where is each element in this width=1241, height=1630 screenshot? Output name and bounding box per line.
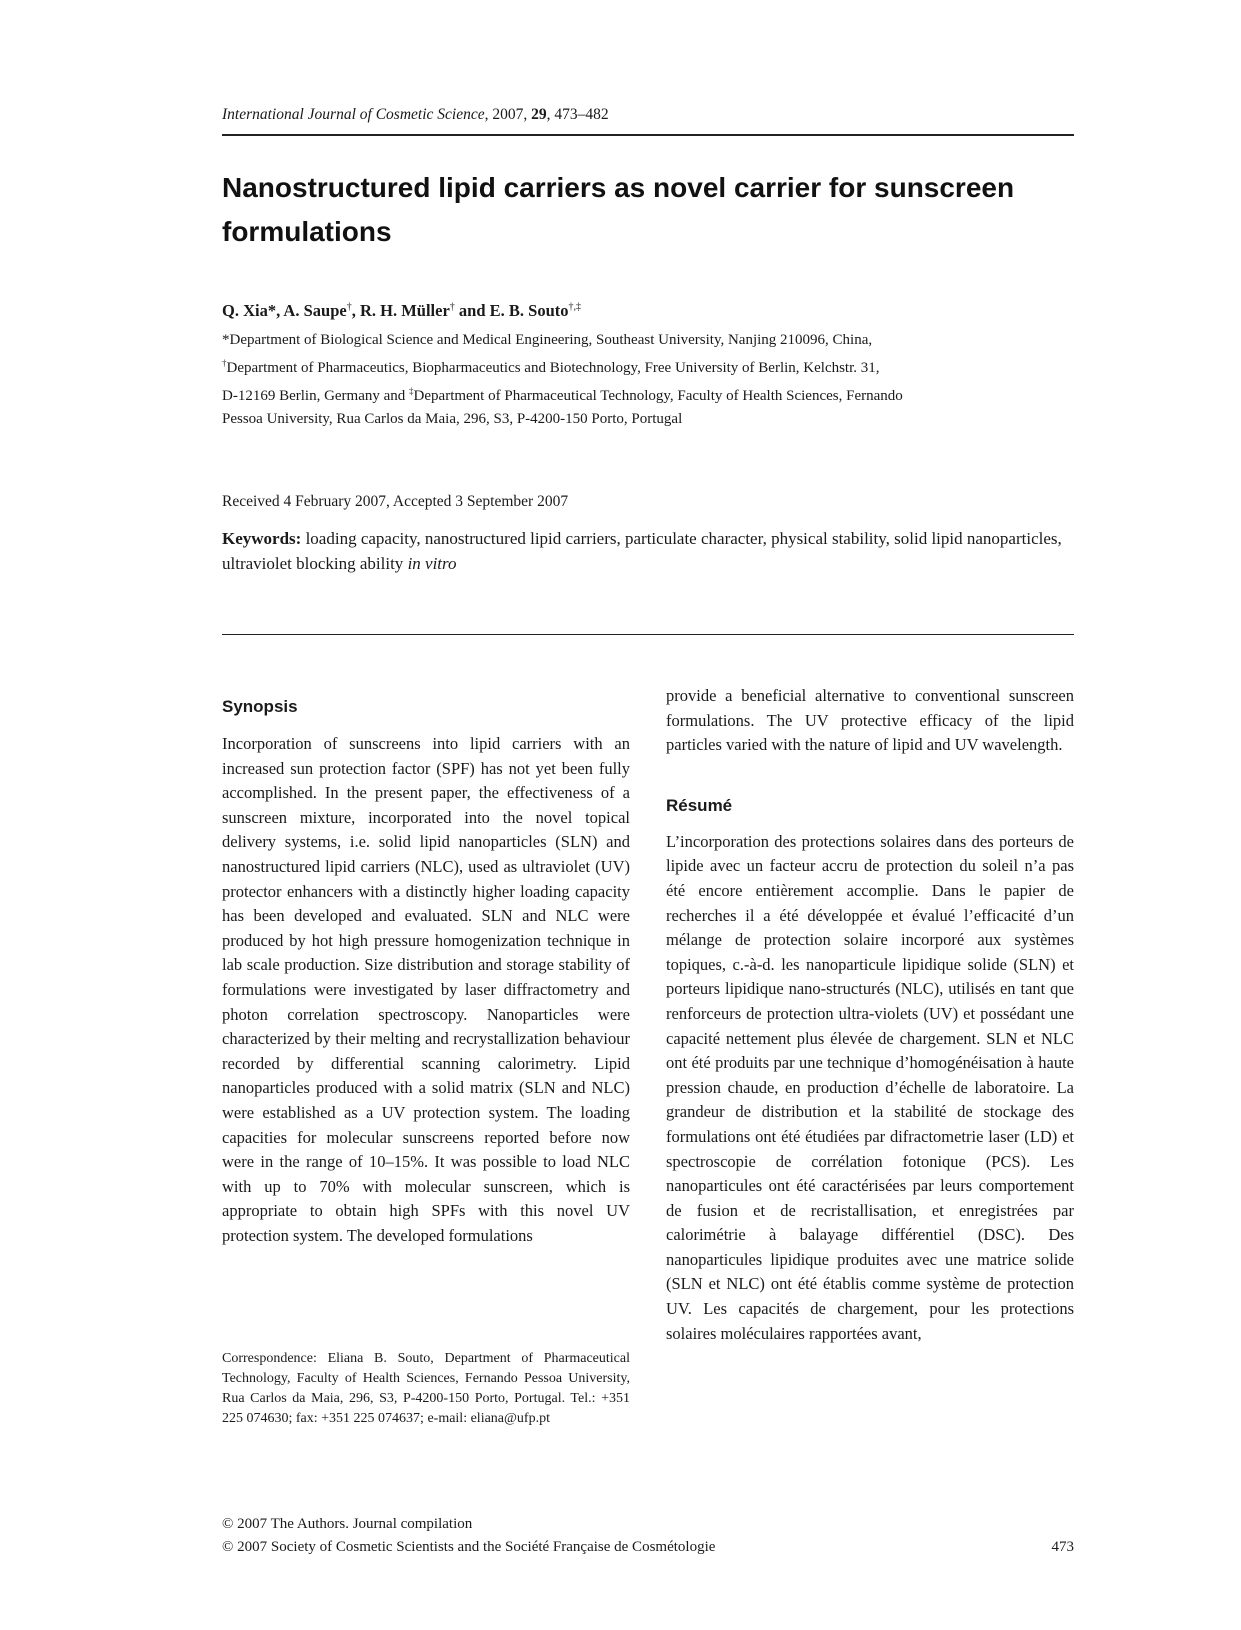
synopsis-body: Incorporation of sunscreens into lipid carriers with an increased sun protection factor (SPF) has not yet been fully accomplished. In the present paper, the effectiveness of a sunscreen mixture, incorporated into the novel topical delivery systems, i.e. solid lipid nanoparticles (SLN) and nanostructured lipid carriers (NLC), used as ultraviolet (UV) protector enhancers with a distinctly higher loading capacity has been developed and evaluated. SLN and NLC were produced by hot high pressure homogenization technique in lab scale production. Size distribution and storage stability of formulations were investigated by laser diffractometry and photon correlation spectroscopy. Nanoparticles were characterized by their melting and recrystallization behaviour recorded by differential scanning calorimetry. Lipid nanoparticles produced with a solid matrix (SLN and NLC) were established as a UV protection system. The loading capacities for molecular sunscreens reported before now were in the range of 10–15%. It was possible to load NLC with up to 70% with molecular sunscreen, which is appropriate to obtain high SPFs with this novel UV protection system. The developed formulations — [222, 734, 630, 1245]
author-3-mark: †,‡ — [568, 301, 581, 313]
keywords-text: loading capacity, nanostructured lipid carriers, particulate character, physical stability, solid lipid nanoparticles, ultraviolet blocking ability — [222, 529, 1062, 573]
resume-heading: Résumé — [666, 795, 733, 815]
synopsis-continued: provide a beneficial alternative to conventional sunscreen formulations. The UV protective efficacy of the lipid particles varied with the nature of lipid and UV wavelength. — [666, 686, 1074, 755]
page-number: 473 — [1051, 1539, 1074, 1555]
right-column — [666, 684, 1074, 1346]
affiliation-text-3a: D-12169 Berlin, Germany and — [222, 388, 410, 404]
header-rule — [222, 134, 1074, 136]
author-1: Q. Xia*, A. Saupe — [222, 301, 347, 320]
synopsis-heading: Synopsis — [222, 697, 298, 716]
left-column — [222, 695, 630, 1248]
affiliations — [222, 329, 1074, 431]
affiliation-line-3 — [222, 380, 1074, 408]
journal-name: International Journal of Cosmetic Science — [222, 106, 485, 123]
affiliation-text-3b: Department of Pharmaceutical Technology, Faculty of Health Sciences, Fernando — [413, 388, 903, 404]
affiliation-mark-3: ‡ — [409, 386, 414, 396]
copyright-line-2: © 2007 Society of Cosmetic Scientists and the Société Française de Cosmétologie — [222, 1539, 716, 1555]
resume-body: L’incorporation des protections solaires dans des porteurs de lipide avec un facteur accru de protection du soleil n’a pas été encore entièrement accomplie. Dans le papier de recherches il a été développée et évalué l’efficacité d’un mélange de protection solaire incorporé aux systèmes topiques, c.-à-d. les nanoparticule lipidique solide (SLN) et porteurs lipidique nano-structurés (NLC), utilisés en tant que renforceurs de protection ultra-violets (UV) et possédant une capacité nettement plus élevée de chargement. SLN et NLC ont été produits par une technique d’homogénéisation à haute pression chaude, en production d’échelle de laboratoire. La grandeur de distribution et la stabilité de stockage des formulations ont été étudiées par difractometrie laser (LD) et spectroscopie de corrélation fotonique (PCS). Les nanoparticules ont été caractérisées par leurs comportement de fusion et de recristallisation, et enregistrées par calorimétrie à balayage différentiel (DSC). Des nanoparticules lipidique produites avec une matrice solide (SLN et NLC) ont été établis comme système de protection UV. Les capacités de chargement, pour les protections solaires moléculaires rapportées avant, — [666, 831, 1074, 1343]
copyright-line-1: © 2007 The Authors. Journal compilation — [222, 1516, 473, 1532]
journal-volume: 29 — [531, 106, 547, 123]
keywords-label: Keywords: — [222, 529, 302, 548]
author-2: , R. H. Müller — [351, 301, 450, 320]
header-year: , 2007, — [484, 106, 532, 123]
affiliation-mark-2: † — [222, 358, 227, 368]
received-dates: Received 4 February 2007, Accepted 3 September 2007 — [222, 493, 569, 510]
paper-page — [222, 0, 1074, 1630]
section-rule — [222, 634, 1074, 635]
author-1-mark: † — [346, 301, 352, 313]
affiliation-line-2 — [222, 352, 1074, 380]
running-header — [222, 106, 609, 124]
journal-pages: , 473–482 — [546, 106, 609, 123]
affiliation-line-4: Pessoa University, Rua Carlos da Maia, 296, S3, P-4200-150 Porto, Portugal — [222, 411, 683, 427]
affiliation-line-1: *Department of Biological Science and Medical Engineering, Southeast University, Nanjing 210096, China, — [222, 332, 873, 348]
author-2-mark: † — [449, 301, 455, 313]
article-title: Nanostructured lipid carriers as novel carrier for sunscreen formulations — [222, 172, 1015, 247]
correspondence-note: Correspondence: Eliana B. Souto, Department of Pharmaceutical Technology, Faculty of Health Sciences, Fernando Pessoa University, Rua Carlos da Maia, 296, S3, P-4200-150 Porto, Portugal. Tel.: +351 225 074630; fax: +351 225 074637; e-mail: eliana@ufp.pt — [222, 1351, 630, 1426]
author-3: and E. B. Souto — [454, 301, 569, 320]
author-list — [222, 301, 581, 321]
affiliation-text-2: Department of Pharmaceutics, Biopharmaceutics and Biotechnology, Free University of Berlin, Kelchstr. 31, — [226, 360, 880, 376]
keywords-italic: in vitro — [407, 554, 457, 573]
keywords — [222, 526, 1074, 576]
